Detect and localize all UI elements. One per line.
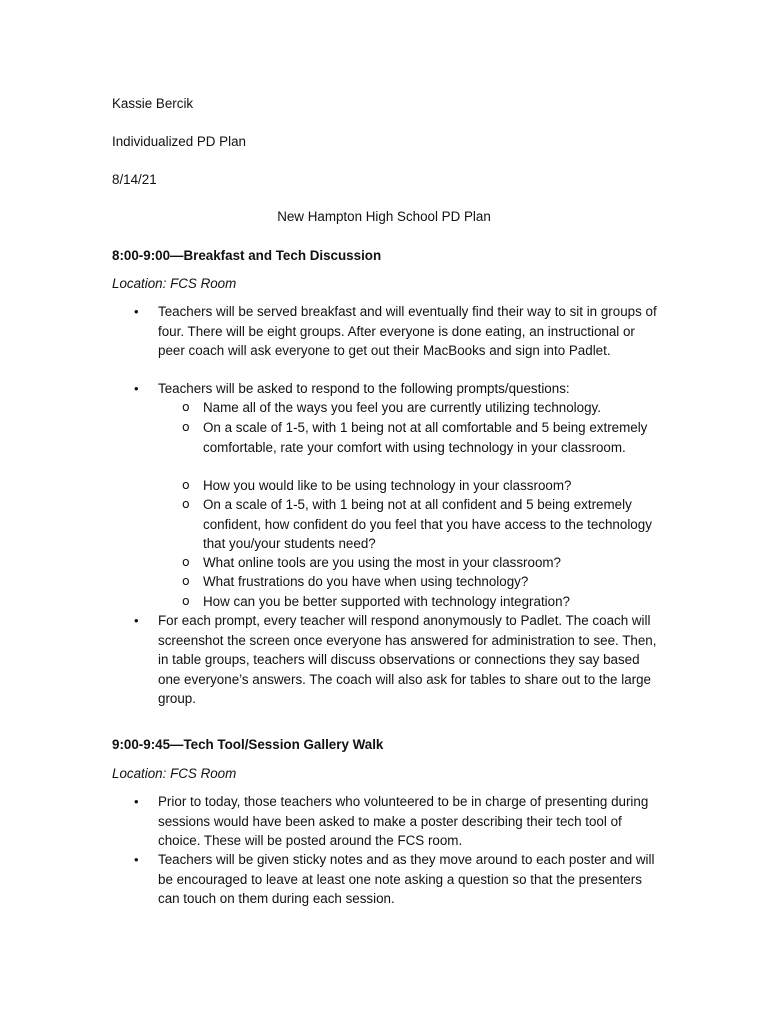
sub-bullet-icon: o xyxy=(182,419,190,434)
sub-list-item xyxy=(182,476,658,496)
list-item xyxy=(134,302,658,361)
sub-list-item-text: What online tools are you using the most in your classroom? xyxy=(203,555,562,570)
list-item-text: Teachers will be served breakfast and will eventually find their way to sit in groups of four. There will be eight groups. After everyone is done eating, an instructional or peer coach will ask everyone to get out their MacBooks and sign into Padlet. xyxy=(158,304,657,358)
section-heading: 8:00-9:00—Breakfast and Tech Discussion xyxy=(112,248,382,263)
sub-list-item-text: Name all of the ways you feel you are currently utilizing technology. xyxy=(203,400,601,415)
section-location: Location: FCS Room xyxy=(112,276,237,291)
document-date: 8/14/21 xyxy=(112,172,157,187)
bullet-icon: • xyxy=(134,304,139,319)
list-item-text: Teachers will be given sticky notes and as they move around to each poster and will be encouraged to leave at least one note asking a question so that the presenters can touch on them during each session. xyxy=(158,852,655,906)
sub-bullet-icon: o xyxy=(182,477,190,492)
bullet-icon: • xyxy=(134,613,139,628)
section-heading: 9:00-9:45—Tech Tool/Session Gallery Walk xyxy=(112,737,384,752)
list-item xyxy=(134,379,658,399)
list-item xyxy=(134,850,658,909)
sub-list-item-text: What frustrations do you have when using technology? xyxy=(203,574,529,589)
list-item-text: Teachers will be asked to respond to the following prompts/questions: xyxy=(158,381,570,396)
sub-bullet-icon: o xyxy=(182,554,190,569)
document-type: Individualized PD Plan xyxy=(112,134,246,149)
list-item-text: For each prompt, every teacher will respond anonymously to Padlet. The coach will screenshot the screen once everyone has answered for administration to see. Then, in table groups, teachers will discuss observations or connections they say based one everyone’s answers. The coach will also ask for tables to share out to the large group. xyxy=(158,613,657,706)
list-item xyxy=(134,792,658,851)
document-title: New Hampton High School PD Plan xyxy=(277,209,491,224)
bullet-icon: • xyxy=(134,381,139,396)
sub-bullet-icon: o xyxy=(182,496,190,511)
list-item xyxy=(134,611,658,709)
sub-bullet-icon: o xyxy=(182,573,190,588)
sub-list-item-text: On a scale of 1-5, with 1 being not at all comfortable and 5 being extremely comfortable, rate your comfort with using technology in your classroom. xyxy=(203,420,648,455)
sub-bullet-icon: o xyxy=(182,399,190,414)
bullet-icon: • xyxy=(134,852,139,867)
sub-list-item xyxy=(182,495,658,554)
sub-list-item-text: On a scale of 1-5, with 1 being not at all confident and 5 being extremely confident, how confident do you feel that you have access to the technology that you/your students need? xyxy=(203,497,652,551)
sub-list-item xyxy=(182,553,658,573)
sub-list-item xyxy=(182,592,658,612)
sub-list-item xyxy=(182,398,658,418)
section-location: Location: FCS Room xyxy=(112,766,237,781)
sub-list-item xyxy=(182,418,658,457)
sub-list-item xyxy=(182,572,658,592)
bullet-icon: • xyxy=(134,794,139,809)
sub-list-item-text: How you would like to be using technology in your classroom? xyxy=(203,478,572,493)
author-name: Kassie Bercik xyxy=(112,96,194,111)
sub-bullet-icon: o xyxy=(182,593,190,608)
sub-list-item-text: How can you be better supported with technology integration? xyxy=(203,594,570,609)
list-item-text: Prior to today, those teachers who volunteered to be in charge of presenting during sessions would have been asked to make a poster describing their tech tool of choice. These will be posted around the FCS room. xyxy=(158,794,649,848)
